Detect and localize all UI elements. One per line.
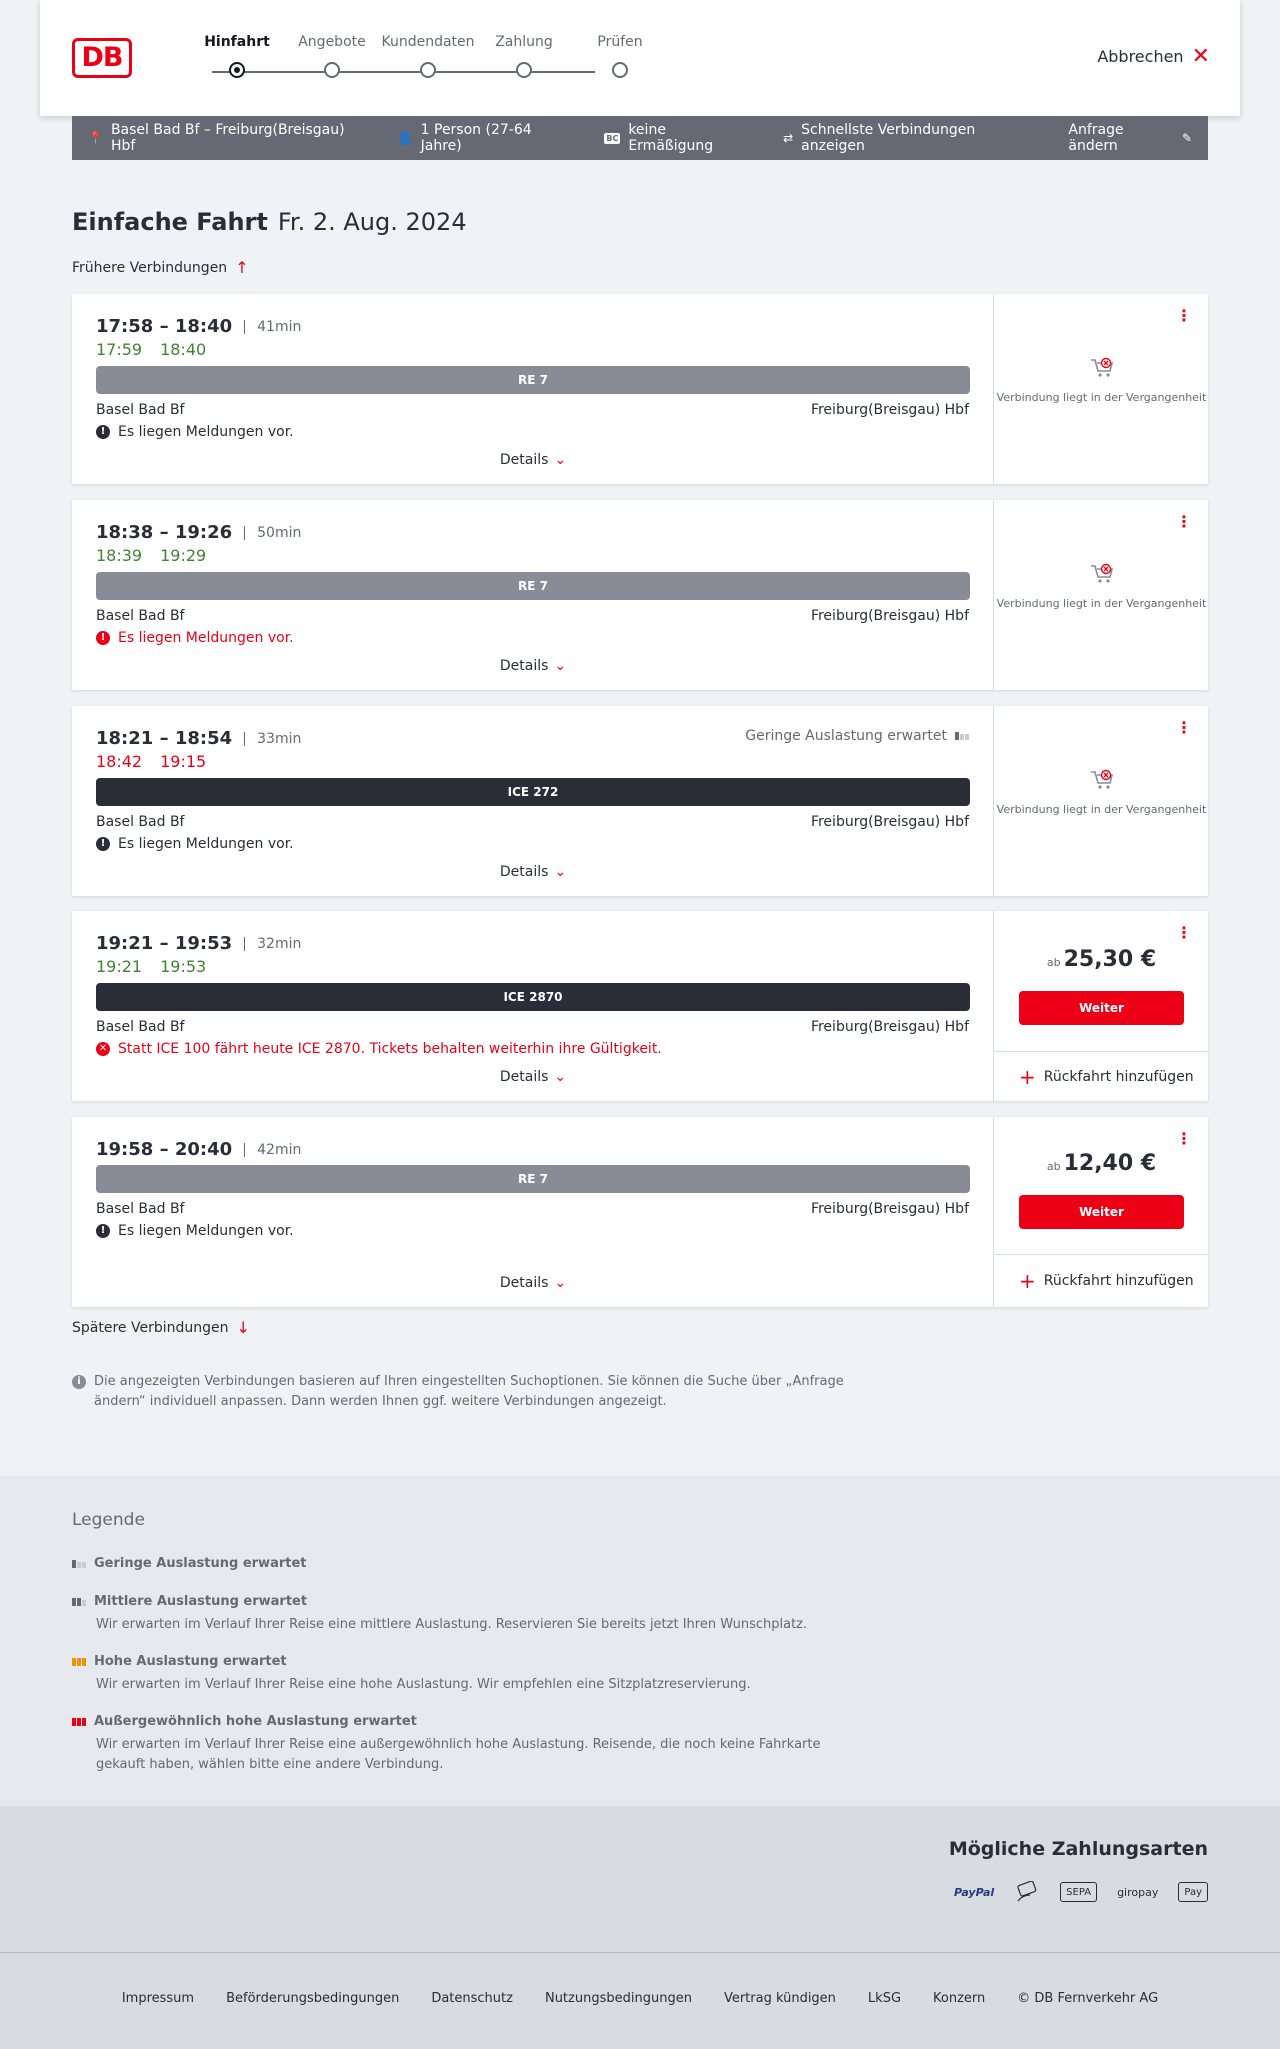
more-options-icon[interactable]: ⋮	[1176, 923, 1192, 942]
connection-info	[72, 1117, 994, 1307]
details-toggle[interactable]	[72, 452, 994, 468]
close-icon: ✕	[1191, 43, 1210, 69]
details-toggle[interactable]	[72, 864, 994, 880]
price-prefix: ab	[1046, 956, 1061, 969]
step-pruefen	[565, 34, 675, 50]
origin-station: Basel Bad Bf	[96, 1201, 185, 1217]
message-row	[96, 424, 294, 440]
occupancy-indicator	[745, 728, 969, 744]
step-dot	[324, 62, 340, 78]
warning-icon: !	[96, 1224, 110, 1238]
details-label: Details	[499, 864, 549, 880]
logo-text: DB	[81, 42, 123, 73]
destination-station: Freiburg(Breisgau) Hbf	[810, 402, 969, 418]
continue-button[interactable]: Weiter	[1019, 1195, 1184, 1229]
legend-item	[72, 1594, 872, 1635]
message-text: Es liegen Meldungen vor.	[118, 424, 294, 440]
stepper-line	[212, 71, 595, 73]
connection-card[interactable]	[72, 911, 1208, 1101]
page-title	[72, 208, 467, 236]
offer-panel	[995, 911, 1208, 1101]
duration: 42min	[244, 1143, 301, 1157]
planned-times	[96, 522, 301, 543]
past-connection-note	[995, 356, 1208, 406]
step-label: Kundendaten	[381, 34, 475, 50]
paypal-icon	[954, 1880, 994, 1904]
legend-item	[72, 1714, 872, 1775]
connection-card[interactable]	[72, 294, 1208, 484]
chevron-down-icon: ⌄	[554, 864, 567, 880]
chevron-down-icon: ⌄	[554, 1275, 567, 1291]
duration: 50min	[244, 526, 301, 540]
duration: 33min	[244, 732, 301, 746]
legend-title: Legende	[72, 1510, 145, 1530]
swap-arrows-icon: ⇄	[783, 131, 794, 145]
realtime-departure: 17:59	[96, 340, 143, 359]
origin-station: Basel Bad Bf	[96, 814, 185, 830]
time-range: 19:58 – 20:40	[96, 1139, 233, 1160]
giropay-icon	[1117, 1880, 1158, 1904]
message-row	[96, 836, 294, 852]
legend-item-title	[72, 1556, 872, 1571]
legend-item	[72, 1654, 872, 1695]
footer-link-nutzungsbedingungen[interactable]: Nutzungsbedingungen	[544, 1991, 692, 2006]
origin-station: Basel Bad Bf	[96, 402, 185, 418]
bahncard-icon: BC	[606, 133, 619, 143]
time-range: 19:21 – 19:53	[96, 933, 233, 954]
footer-link-lksg[interactable]: LkSG	[867, 1991, 902, 2006]
realtime-arrival: 19:53	[160, 957, 207, 976]
step-zahlung	[469, 34, 579, 50]
chevron-down-icon: ⌄	[554, 658, 567, 674]
destination-station: Freiburg(Breisgau) Hbf	[810, 1201, 969, 1217]
legend-label: Geringe Auslastung erwartet	[94, 1556, 307, 1571]
train-bar[interactable]: RE 7	[96, 366, 970, 394]
more-options-icon[interactable]: ⋮	[1176, 306, 1192, 325]
connection-info	[72, 706, 994, 896]
paypal-label: PayPal	[953, 1885, 995, 1899]
later-label: Spätere Verbindungen	[72, 1319, 229, 1336]
connection-info	[72, 911, 994, 1101]
train-bar[interactable]: RE 7	[96, 1165, 970, 1193]
destination-station: Freiburg(Breisgau) Hbf	[810, 1019, 969, 1035]
planned-times	[96, 316, 301, 337]
occupancy-low-icon	[72, 1560, 86, 1568]
train-bar[interactable]: RE 7	[96, 572, 970, 600]
footer-link-impressum[interactable]: Impressum	[121, 1991, 195, 2006]
connection-info	[72, 500, 994, 690]
footer-link-konzern[interactable]: Konzern	[933, 1991, 986, 2006]
details-toggle[interactable]	[72, 1069, 994, 1085]
cancel-circle-icon: ✕	[96, 1042, 110, 1056]
plus-icon: +	[1019, 1064, 1036, 1089]
planned-times	[96, 1139, 301, 1160]
cancel-button[interactable]	[1097, 43, 1210, 69]
step-label: Prüfen	[597, 34, 643, 50]
discount-summary	[604, 122, 751, 154]
occupancy-text: Geringe Auslastung erwartet	[745, 728, 947, 744]
connection-info	[72, 294, 994, 484]
past-connection-note	[995, 768, 1208, 818]
realtime-arrival: 19:15	[160, 752, 207, 771]
planned-times	[96, 728, 301, 749]
chevron-down-icon: ⌄	[554, 1069, 567, 1085]
realtime-times	[96, 546, 206, 565]
details-label: Details	[499, 1069, 549, 1085]
connection-card[interactable]	[72, 1117, 1208, 1307]
message-text: Es liegen Meldungen vor.	[118, 836, 294, 852]
giropay-label: giropay	[1117, 1885, 1159, 1899]
past-text: Verbindung liegt in der Vergangenheit	[996, 597, 1207, 610]
edit-query-button[interactable]	[1068, 122, 1192, 154]
trip-type: Einfache Fahrt	[72, 208, 268, 236]
search-info-note	[72, 1372, 852, 1412]
apple-pay-icon	[1178, 1882, 1208, 1902]
time-range: 18:38 – 19:26	[96, 522, 233, 543]
fastest-text: Schnellste Verbindungen anzeigen	[801, 122, 976, 154]
traveller-text: 1 Person (27-64 Jahre)	[420, 122, 532, 154]
legend-section	[0, 1476, 1280, 1806]
message-row	[96, 1223, 294, 1239]
step-angebote	[277, 34, 387, 50]
trip-date: Fr. 2. Aug. 2024	[277, 208, 467, 236]
duration: 32min	[244, 937, 301, 951]
arrow-up-icon: ↑	[235, 258, 249, 277]
step-kundendaten	[373, 34, 483, 50]
chevron-down-icon: ⌄	[554, 452, 567, 468]
message-text: Es liegen Meldungen vor.	[118, 1223, 294, 1239]
copyright: © DB Fernverkehr AG	[1017, 1991, 1159, 2006]
cancel-label: Abbrechen	[1097, 47, 1184, 66]
realtime-arrival: 19:29	[160, 546, 207, 565]
legend-item-title	[72, 1714, 872, 1729]
step-dot	[229, 62, 245, 78]
realtime-times	[96, 340, 206, 359]
details-label: Details	[499, 658, 549, 674]
location-pin-icon: 📍	[88, 131, 103, 145]
realtime-times	[96, 752, 206, 771]
add-return-label: Rückfahrt hinzufügen	[1043, 1273, 1194, 1289]
more-options-icon[interactable]: ⋮	[1176, 1129, 1192, 1148]
step-hinfahrt	[182, 34, 292, 50]
edit-query-label: Anfrage ändern	[1068, 122, 1124, 154]
sepa-label: SEPA	[1066, 1886, 1092, 1898]
fastest-toggle[interactable]	[783, 122, 1036, 154]
offer-panel	[995, 706, 1208, 896]
payment-methods	[954, 1880, 1208, 1904]
realtime-departure: 19:21	[96, 957, 143, 976]
destination-station: Freiburg(Breisgau) Hbf	[810, 608, 969, 624]
info-icon: i	[72, 1375, 86, 1389]
past-text: Verbindung liegt in der Vergangenheit	[996, 391, 1207, 404]
earlier-label: Frühere Verbindungen	[72, 259, 228, 276]
add-return-button[interactable]	[995, 1051, 1208, 1101]
payment-title: Mögliche Zahlungsarten	[948, 1838, 1208, 1860]
footer-link-datenschutz[interactable]: Datenschutz	[431, 1991, 513, 2006]
legend-description: Wir erwarten im Verlauf Ihrer Reise eine hohe Auslastung. Wir empfehlen eine Sitzplatzreservierung.	[96, 1677, 751, 1692]
pencil-icon: ✎	[1181, 131, 1192, 145]
realtime-times	[96, 957, 206, 976]
legend-description: Wir erwarten im Verlauf Ihrer Reise eine außergewöhnlich hohe Auslastung. Reisende, die noch keine Fahrkarte gekauft haben, wählen bitte eine andere Verbindung.	[96, 1737, 821, 1772]
origin-station: Basel Bad Bf	[96, 1019, 185, 1035]
legend-description: Wir erwarten im Verlauf Ihrer Reise eine mittlere Auslastung. Reservieren Sie bereits jetzt Ihren Wunschplatz.	[96, 1617, 808, 1632]
legend-label: Außergewöhnlich hohe Auslastung erwartet	[94, 1714, 417, 1729]
legend-item-title	[72, 1654, 872, 1669]
payment-section	[0, 1806, 1280, 1952]
details-toggle[interactable]	[72, 658, 994, 674]
offer-panel	[995, 294, 1208, 484]
time-range: 17:58 – 18:40	[96, 316, 233, 337]
price-value: 25,30 €	[1063, 947, 1157, 972]
warning-icon: !	[96, 837, 110, 851]
step-label: Zahlung	[495, 34, 553, 50]
realtime-arrival: 18:40	[160, 340, 207, 359]
realtime-departure: 18:42	[96, 752, 143, 771]
arrow-down-icon: ↓	[236, 1318, 250, 1337]
offer-panel	[995, 1117, 1208, 1307]
alert-icon: !	[96, 631, 110, 645]
footer-link-vertrag-kuendigen[interactable]: Vertrag kündigen	[723, 1991, 836, 2006]
later-connections-link[interactable]	[72, 1318, 250, 1337]
step-dot	[420, 62, 436, 78]
step-dot	[516, 62, 532, 78]
origin-station: Basel Bad Bf	[96, 608, 185, 624]
train-bar[interactable]: ICE 272	[96, 778, 970, 806]
footer-links	[0, 1991, 1280, 2006]
cart-unavailable-icon	[1089, 562, 1115, 586]
warning-icon: !	[96, 425, 110, 439]
past-connection-note	[995, 562, 1208, 612]
more-options-icon[interactable]: ⋮	[1176, 512, 1192, 531]
occupancy-medium-icon	[72, 1598, 86, 1606]
message-row	[96, 1041, 662, 1057]
route-summary	[88, 122, 366, 154]
continue-button[interactable]: Weiter	[1019, 991, 1184, 1025]
details-label: Details	[499, 1275, 549, 1291]
add-return-label: Rückfahrt hinzufügen	[1043, 1068, 1194, 1085]
plus-icon: +	[1019, 1269, 1036, 1293]
train-bar[interactable]: ICE 2870	[96, 983, 970, 1011]
connection-card[interactable]	[72, 500, 1208, 690]
page-footer	[0, 1952, 1280, 2049]
progress-stepper	[182, 34, 682, 84]
price	[995, 1151, 1208, 1176]
traveller-summary	[398, 122, 573, 154]
discount-text: keine Ermäßigung	[628, 122, 714, 154]
legend-label: Hohe Auslastung erwartet	[94, 1654, 287, 1669]
apple-pay-label: Pay	[1184, 1886, 1202, 1898]
cart-unavailable-icon	[1089, 356, 1115, 380]
planned-times	[96, 933, 301, 954]
search-summary-bar	[72, 116, 1208, 160]
more-options-icon[interactable]: ⋮	[1176, 718, 1192, 737]
details-label: Details	[499, 452, 549, 468]
price-value: 12,40 €	[1063, 1151, 1157, 1176]
occupancy-very-high-icon	[72, 1718, 86, 1726]
legend-item	[72, 1556, 872, 1571]
offer-panel	[995, 500, 1208, 690]
footer-link-befoerderungsbedingungen[interactable]: Beförderungsbedingungen	[226, 1991, 400, 2006]
earlier-connections-link[interactable]	[72, 258, 249, 277]
route-text: Basel Bad Bf – Freiburg(Breisgau) Hbf	[110, 122, 345, 154]
credit-card-icon	[1014, 1880, 1040, 1904]
details-toggle[interactable]	[72, 1275, 994, 1291]
note-text: Die angezeigten Verbindungen basieren auf Ihren eingestellten Suchoptionen. Sie können die Suche über „Anfrage ändern“ individuell anpassen. Dann werden Ihnen ggf. weitere Verbindungen angezeigt.	[94, 1374, 844, 1409]
occupancy-high-icon	[72, 1658, 86, 1666]
duration: 41min	[244, 320, 301, 334]
db-logo[interactable]	[72, 38, 132, 78]
booking-header	[40, 0, 1240, 116]
step-label: Hinfahrt	[204, 34, 270, 50]
past-text: Verbindung liegt in der Vergangenheit	[996, 803, 1207, 816]
message-row	[96, 630, 294, 646]
destination-station: Freiburg(Breisgau) Hbf	[810, 814, 969, 830]
realtime-departure: 18:39	[96, 546, 143, 565]
step-dot	[612, 62, 628, 78]
message-text: Statt ICE 100 fährt heute ICE 2870. Tickets behalten weiterhin ihre Gültigkeit.	[118, 1041, 662, 1057]
legend-item-title	[72, 1594, 872, 1609]
add-return-button[interactable]	[995, 1254, 1208, 1307]
message-text: Es liegen Meldungen vor.	[118, 630, 294, 646]
price-prefix: ab	[1046, 1160, 1061, 1173]
time-range: 18:21 – 18:54	[96, 728, 233, 749]
cart-unavailable-icon	[1089, 768, 1115, 792]
price	[995, 947, 1208, 972]
sepa-icon	[1060, 1882, 1097, 1902]
step-label: Angebote	[298, 34, 366, 50]
person-icon: 👤	[397, 131, 413, 145]
connection-card[interactable]	[72, 706, 1208, 896]
occupancy-low-icon	[955, 732, 969, 740]
legend-label: Mittlere Auslastung erwartet	[94, 1594, 308, 1609]
